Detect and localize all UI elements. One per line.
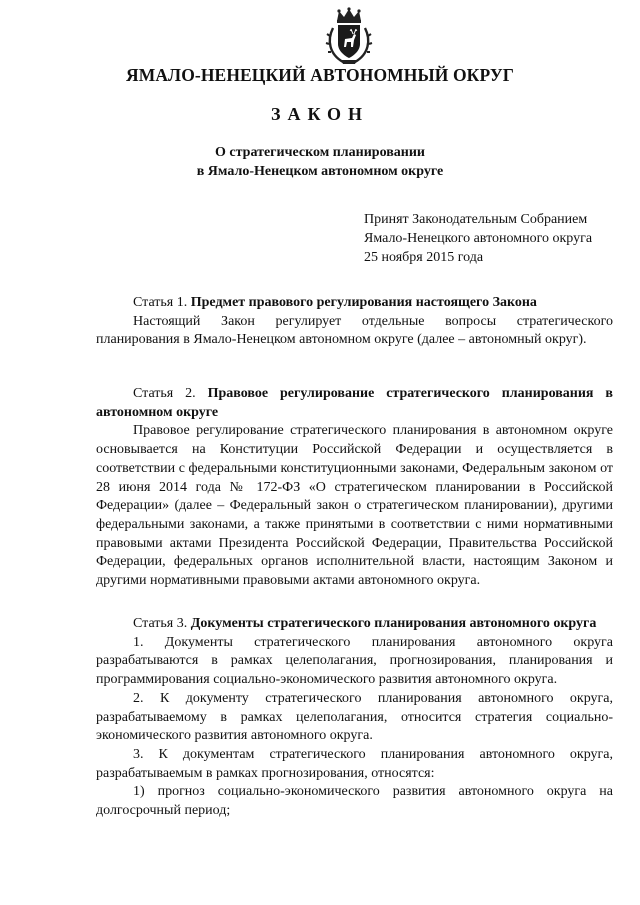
article-paragraph: 3. К документам стратегического планирования автономного округа, разрабатываемым в рамках прогнозирования, относятся:	[96, 746, 613, 781]
coat-of-arms-icon	[325, 6, 373, 66]
article-paragraph: Настоящий Закон регулирует отдельные вопросы стратегического планирования в Ямало-Ненецком автономном округе (далее – автономный округ).	[96, 313, 613, 348]
article-3	[96, 615, 613, 821]
article-number: Статья 2.	[133, 386, 196, 401]
adoption-note	[364, 210, 592, 267]
article-2	[96, 385, 613, 591]
coat-of-arms-emblem	[325, 6, 373, 66]
article-paragraph: 1. Документы стратегического планирования автономного округа разрабатываются в рамках целеполагания, прогнозирования, планирования и программирования социально-экономического развития автономного округа.	[96, 634, 613, 688]
article-title: Правовое регулирование стратегического планирования в автономном округе	[96, 386, 613, 420]
article-1	[96, 294, 613, 350]
article-title: Документы стратегического планирования автономного округа	[190, 616, 597, 631]
region-name: ЯМАЛО-НЕНЕЦКИЙ АВТОНОМНЫЙ ОКРУГ	[125, 65, 515, 85]
article-title: Предмет правового регулирования настоящего Закона	[190, 295, 537, 310]
law-title-line-2: в Ямало-Ненецком автономном округе	[196, 164, 444, 179]
law-title	[0, 143, 640, 181]
article-heading	[96, 294, 613, 313]
adoption-line-1: Принят Законодательным Собранием	[364, 212, 588, 227]
article-paragraph: 1) прогноз социально-экономического развития автономного округа на долгосрочный период;	[96, 784, 613, 819]
article-number: Статья 1.	[133, 295, 188, 310]
document-type-heading: ЗАКОН	[270, 104, 370, 124]
law-title-line-1: О стратегическом планировании	[215, 145, 425, 160]
article-heading	[96, 385, 613, 422]
article-paragraph: 2. К документу стратегического планирования автономного округа, разрабатываемому в рамках целеполагания, относится стратегия социально-экономического развития автономного округа.	[96, 690, 613, 744]
adoption-line-2: Ямало-Ненецкого автономного округа	[364, 231, 593, 246]
adoption-line-3: 25 ноября 2015 года	[364, 250, 484, 265]
article-heading	[96, 615, 613, 634]
article-number: Статья 3.	[133, 616, 188, 631]
article-paragraph: Правовое регулирование стратегического планирования в автономном округе основывается на Конституции Российской Федерации и осуществляется в соответствии с федеральными конституционными законами, Федеральным законом от 28 июня 2014 года № 172-ФЗ «О стратегическом планировании в Российской Федерации» (далее – Федеральный закон о стратегическом планировании), другими федеральными законами, а также принятыми в соответствии с ними нормативными правовыми актами Президента Российской Федерации, Правительства Российской Федерации, федеральных органов исполнительной власти, настоящим Законом и другими нормативными правовыми актами автономного округа.	[96, 423, 613, 589]
